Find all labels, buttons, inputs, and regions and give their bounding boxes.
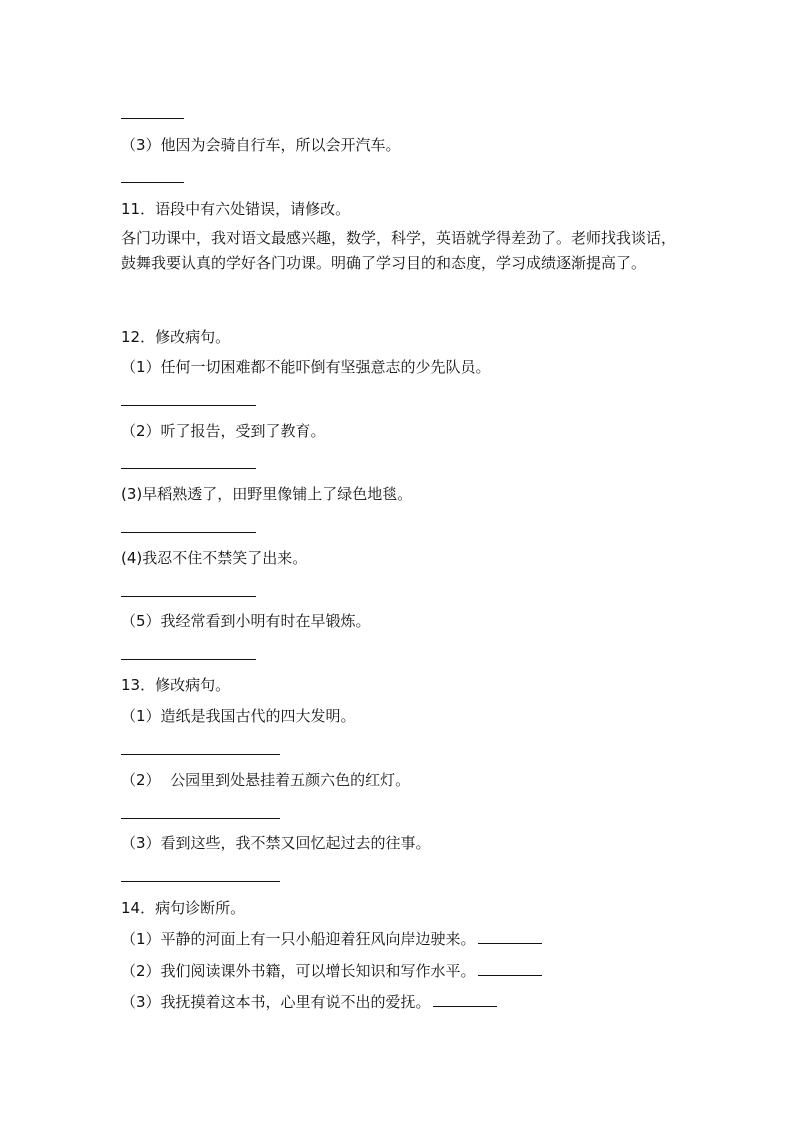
q13-item-2: （2） 公园里到处悬挂着五颜六色的红灯。 [121, 771, 411, 789]
answer-blank-q12-2[interactable] [121, 468, 256, 469]
answer-blank-q12-1[interactable] [121, 405, 256, 406]
q14-item-3-text: （3）我抚摸着这本书，心里有说不出的爱抚。 [121, 993, 431, 1011]
q14-item-2 [121, 960, 542, 982]
q14-item-1-text: （1）平静的河面上有一只小船迎着狂风向岸边驶来。 [121, 930, 476, 948]
q11-title: 11．语段中有六处错误，请修改。 [121, 200, 351, 218]
answer-blank-q12-4[interactable] [121, 596, 256, 597]
answer-blank-q12-5[interactable] [121, 659, 256, 660]
answer-blank-q14-3[interactable] [433, 992, 497, 1007]
q14-title: 14．病句诊断所。 [121, 899, 246, 917]
q13-item-1: （1）造纸是我国古代的四大发明。 [121, 707, 356, 725]
q13-item-3: （3）看到这些，我不禁又回忆起过去的往事。 [121, 834, 431, 852]
answer-blank-q13-3[interactable] [121, 881, 280, 882]
q12-item-1: （1）任何一切困难都不能吓倒有坚强意志的少先队员。 [121, 358, 491, 376]
q12-item-2: （2）听了报告，受到了教育。 [121, 422, 326, 440]
answer-blank-q14-2[interactable] [478, 961, 542, 976]
answer-blank-q14-1[interactable] [478, 929, 542, 944]
q10-item-3: （3）他因为会骑自行车，所以会开汽车。 [121, 136, 401, 154]
answer-blank-q10-3[interactable] [121, 182, 184, 183]
q12-item-4: (4)我忍不住不禁笑了出来。 [121, 549, 308, 567]
q13-title: 13．修改病句。 [121, 676, 231, 694]
q12-item-5: （5）我经常看到小明有时在早锻炼。 [121, 612, 371, 630]
q14-item-2-text: （2）我们阅读课外书籍，可以增长知识和写作水平。 [121, 962, 476, 980]
answer-blank-q13-1[interactable] [121, 754, 280, 755]
q12-title: 12．修改病句。 [121, 328, 231, 346]
q12-item-3: (3)早稻熟透了，田野里像铺上了绿色地毯。 [121, 485, 413, 503]
q11-passage: 各门功课中，我对语文最感兴趣，数学，科学，英语就学得差劲了。老师找我谈话，鼓舞我要认真的学好各门功课。明确了学习目的和态度，学习成绩逐渐提高了。 [121, 229, 677, 272]
answer-blank-q10-2[interactable] [121, 118, 184, 119]
q14-item-1 [121, 928, 542, 950]
answer-blank-q13-2[interactable] [121, 818, 280, 819]
q14-item-3 [121, 991, 497, 1013]
answer-blank-q12-3[interactable] [121, 532, 256, 533]
